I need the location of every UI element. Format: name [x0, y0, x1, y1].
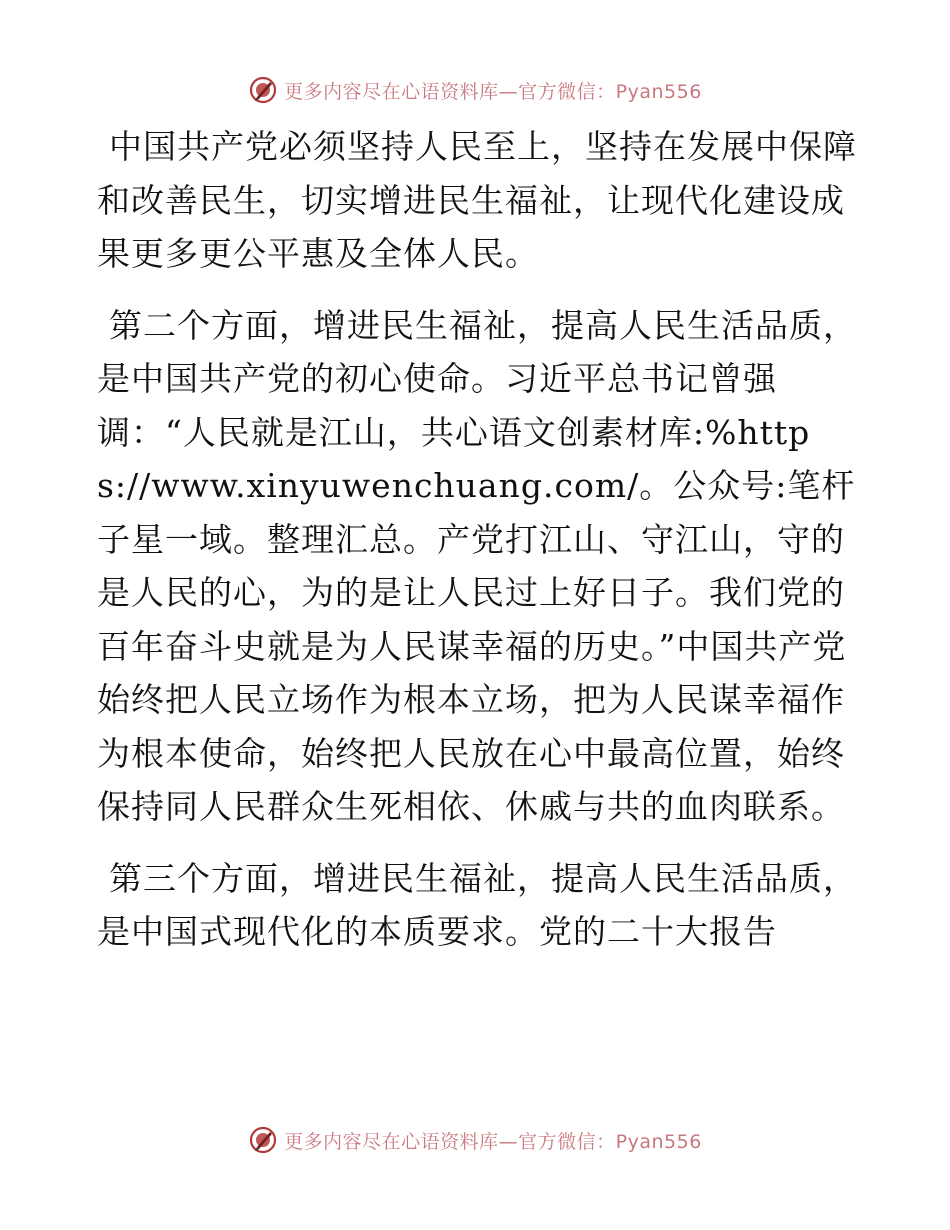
- paragraph-3: 第三个方面，增进民生福祉，提高人民生活品质，是中国式现代化的本质要求。党的二十大报告: [97, 858, 857, 951]
- watermark-text: 更多内容尽在心语资料库—官方微信：Pyan556: [284, 1130, 702, 1153]
- document-body: [97, 120, 857, 977]
- quill-seal-icon: [248, 75, 278, 105]
- header-watermark-banner: [0, 70, 950, 110]
- paragraph-2: 第二个方面，增进民生福祉，提高人民生活品质，是中国共产党的初心使命。习近平总书记曾强调：“人民就是江山，共心语文创素材库:%https://www.xinyuwenchuang.com/。公众号:笔杆子星一域。整理汇总。产党打江山、守江山，守的是人民的心，为的是让人民过上好日子。我们党的百年奋斗史就是为人民谋幸福的历史。”中国共产党始终把人民立场作为根本立场，把为人民谋幸福作为根本使命，始终把人民放在心中最高位置，始终保持同人民群众生死相依、休戚与共的血肉联系。: [97, 305, 857, 826]
- quill-seal-icon: [248, 1125, 278, 1155]
- footer-watermark-banner: [0, 1120, 950, 1160]
- watermark-text: 更多内容尽在心语资料库—官方微信：Pyan556: [284, 80, 702, 103]
- paragraph-1: 中国共产党必须坚持人民至上，坚持在发展中保障和改善民生，切实增进民生福祉，让现代化建设成果更多更公平惠及全体人民。: [97, 127, 857, 273]
